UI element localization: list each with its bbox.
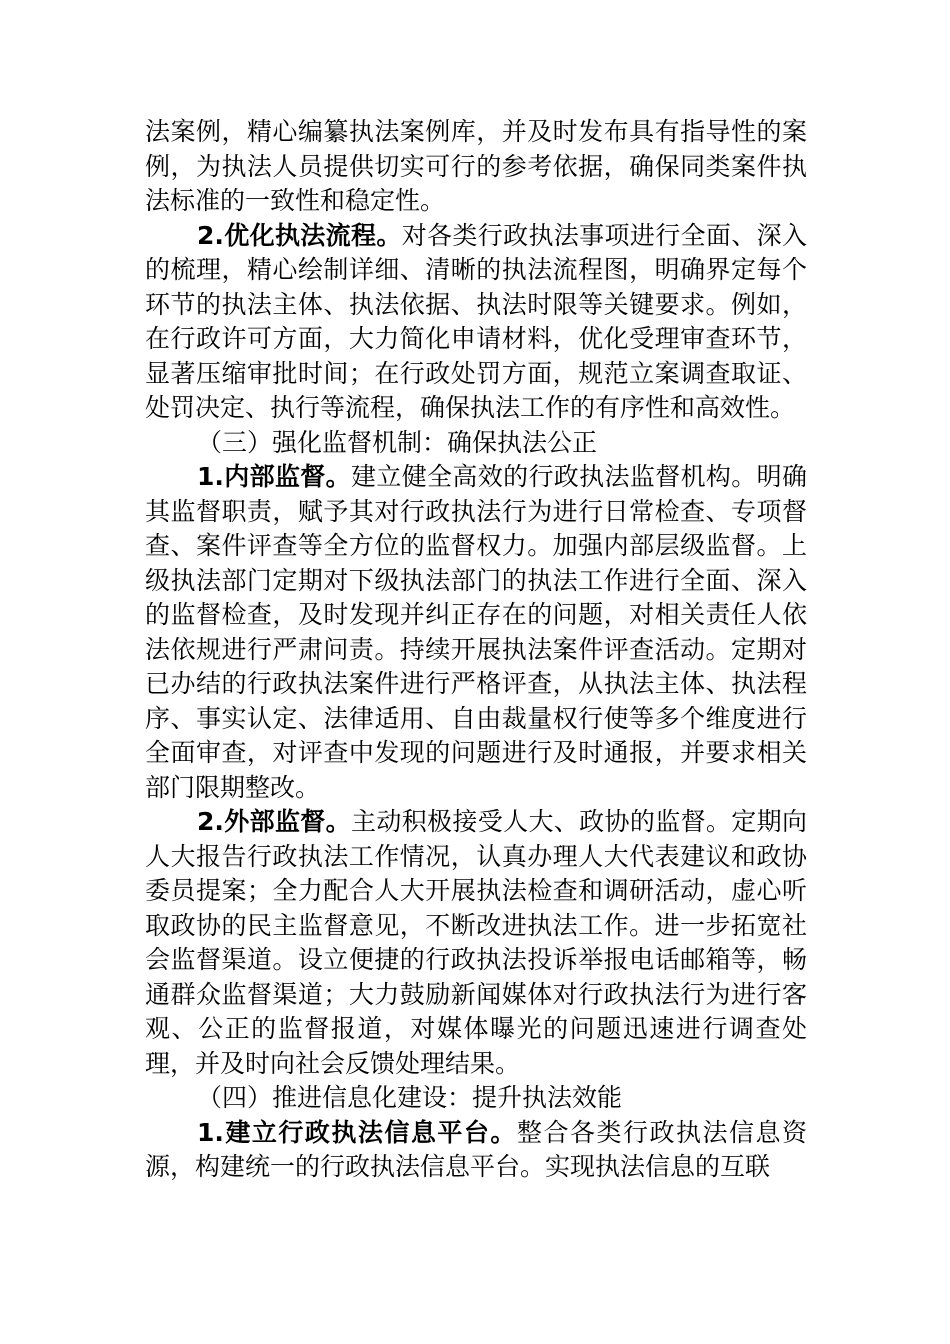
paragraph-internal-supervision [145,460,807,805]
paragraph-text: 整合各类行政执法信息资源，构建统一的行政执法信息平台。实现执法信息的互联 [145,1117,807,1181]
paragraph-text: 建立健全高效的行政执法监督机构。明确其监督职责，赋予其对行政执法行为进行日常检查、专项督查、案件评查等全方位的监督权力。加强内部层级监督。上级执法部门定期对下级执法部门的执法工作进行全面、深入的监督检查，及时发现并纠正存在的问题，对相关责任人依法依规进行严肃问责。持续开展执法案件评查活动。定期对已办结的行政执法案件进行严格评查，从执法主体、执法程序、事实认定、法律适用、自由裁量权行使等多个维度进行全面审查，对评查中发现的问题进行及时通报，并要求相关部门限期整改。 [145,462,807,802]
paragraph-text: 法案例，精心编纂执法案例库，并及时发布具有指导性的案例，为执法人员提供切实可行的参考依据，确保同类案件执法标准的一致性和稳定性。 [145,117,807,215]
paragraph-lead: 1.内部监督。 [197,462,351,491]
paragraph-text: 对各类行政执法事项进行全面、深入的梳理，精心绘制详细、清晰的执法流程图，明确界定每个环节的执法主体、执法依据、执法时限等关键要求。例如，在行政许可方面，大力简化申请材料，优化受理审查环节，显著压缩审批时间；在行政处罚方面，规范立案调查取证、处罚决定、执行等流程，确保执法工作的有序性和高效性。 [145,220,807,422]
paragraph-case-library [145,115,807,219]
paragraph-optimize-process [145,219,807,426]
document-page [145,115,807,1185]
paragraph-info-platform [145,1116,807,1185]
paragraph-lead: 1.建立行政执法信息平台。 [197,1117,517,1147]
paragraph-lead: 2.外部监督。 [197,807,351,836]
paragraph-lead: 2.优化执法流程。 [197,220,402,250]
paragraph-text: 主动积极接受人大、政协的监督。定期向人大报告行政执法工作情况，认真办理人大代表建议和政协委员提案；全力配合人大开展执法检查和调研活动，虚心听取政协的民主监督意见，不断改进执法工作。进一步拓宽社会监督渠道。设立便捷的行政执法投诉举报电话邮箱等，畅通群众监督渠道；大力鼓励新闻媒体对行政执法行为进行客观、公正的监督报道，对媒体曝光的问题迅速进行调查处理，并及时向社会反馈处理结果。 [145,807,807,1078]
section-heading-supervision: （三）强化监督机制：确保执法公正 [197,427,598,457]
section-heading-informatization: （四）推进信息化建设：提升执法效能 [197,1083,623,1112]
paragraph-external-supervision [145,805,807,1081]
